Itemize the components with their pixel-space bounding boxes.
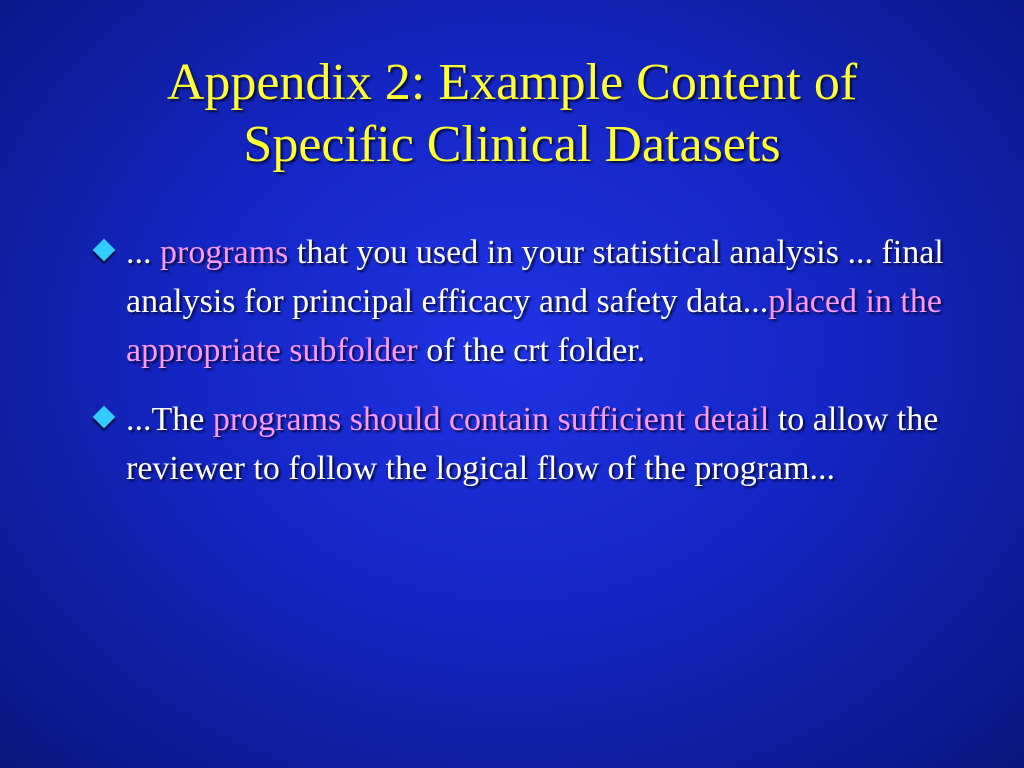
bullet-2-segment-3: to allow the reviewer to follow the logical flow of the program... xyxy=(126,401,939,487)
bullet-1-highlight-subfolder: placed in the appropriate subfolder xyxy=(126,283,942,369)
bullet-list xyxy=(92,228,952,513)
bullet-2-highlight-detail: programs should contain sufficient detail xyxy=(212,401,770,438)
bullet-1-highlight-programs: programs xyxy=(160,234,289,271)
diamond-bullet-icon xyxy=(93,406,116,429)
bullet-item-1 xyxy=(92,228,952,375)
slide-title-line-2: Specific Clinical Datasets xyxy=(243,116,781,173)
bullet-2-segment-1: ...The xyxy=(126,401,213,438)
bullet-item-2 xyxy=(92,395,952,493)
slide-title-line-1: Appendix 2: Example Content of xyxy=(166,54,858,111)
bullet-1-segment-3: that you used in your statistical analysis ... final analysis for principal efficacy and safety data... xyxy=(126,234,944,320)
diamond-bullet-icon xyxy=(93,239,116,262)
slide-title xyxy=(40,52,984,176)
bullet-1-segment-1: ... xyxy=(126,234,160,271)
bullet-1-segment-5: of the crt folder. xyxy=(417,332,646,369)
